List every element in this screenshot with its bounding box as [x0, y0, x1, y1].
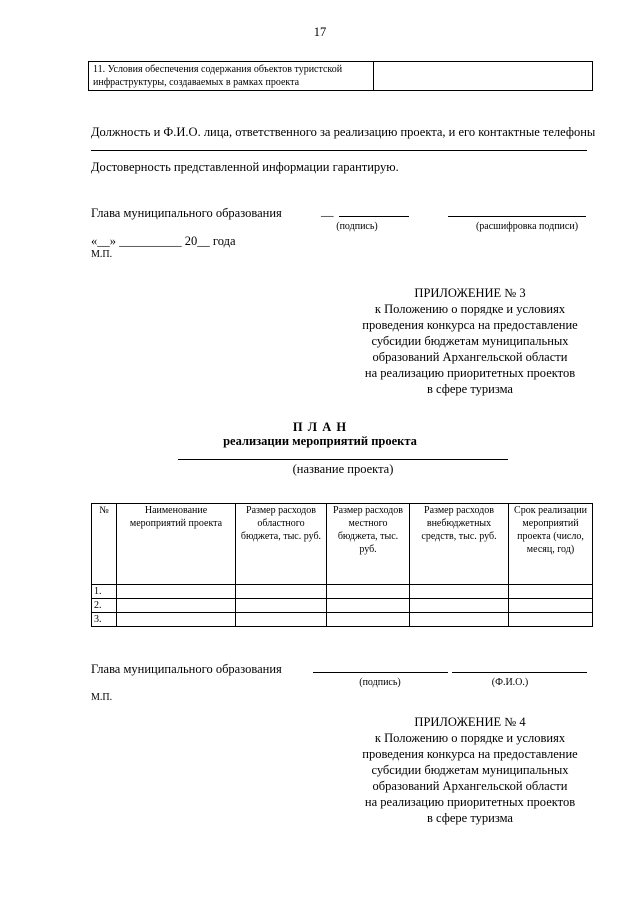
table-header-row [92, 504, 593, 585]
table-row [92, 599, 593, 613]
header-cell-activity: Наименование мероприятий проекта [117, 504, 236, 585]
row-label-cell: 11. Условия обеспечения содержания объектов туристской инфраструктуры, создаваемых в рамках проекта [89, 62, 374, 91]
header-cell-local-budget: Размер расходов местного бюджета, тыс. руб. [327, 504, 410, 585]
head-of-municipality-label: Глава муниципального образования [91, 206, 282, 220]
table-cell [117, 585, 236, 599]
plan-table [91, 503, 593, 627]
appendix-3-line: субсидии бюджетам муниципальных [371, 334, 569, 348]
reliability-statement: Достоверность представленной информации гарантирую. [91, 160, 399, 174]
table-cell [327, 585, 410, 599]
project-info-table [88, 61, 593, 91]
stamp-place: М.П. [91, 249, 113, 260]
table-cell [236, 599, 327, 613]
table-row [92, 613, 593, 627]
name-line [452, 672, 587, 673]
table-cell [410, 599, 509, 613]
appendix-4-line: образований Архангельской области [372, 779, 568, 793]
appendix-3-line: образований Архангельской области [372, 350, 568, 364]
plan-subtitle: реализации мероприятий проекта [223, 434, 417, 448]
plan-title: П Л А Н [292, 420, 348, 434]
appendix-4-line: в сфере туризма [427, 811, 513, 825]
responsible-underline [91, 150, 587, 151]
signature-line [339, 216, 409, 217]
appendix-4-block [350, 714, 590, 826]
responsible-person-label: Должность и Ф.И.О. лица, ответственного за реализацию проекта, и его контактные телефоны [91, 125, 596, 139]
head-of-municipality-label-2: Глава муниципального образования [91, 662, 282, 676]
appendix-3-block [350, 285, 590, 397]
table-cell [509, 613, 593, 627]
table-cell [117, 613, 236, 627]
appendix-3-title: ПРИЛОЖЕНИЕ № 3 [414, 286, 526, 300]
table-cell [509, 599, 593, 613]
appendix-4-line: субсидии бюджетам муниципальных [371, 763, 569, 777]
appendix-4-line: к Положению о порядке и условиях [374, 731, 566, 745]
signature-caption: (подпись) [336, 221, 378, 232]
appendix-4-line: на реализацию приоритетных проектов [364, 795, 576, 809]
signature-line-2 [313, 672, 448, 673]
table-cell [410, 585, 509, 599]
table-cell [236, 585, 327, 599]
header-cell-regional-budget: Размер расходов областного бюджета, тыс. руб. [236, 504, 327, 585]
appendix-3-line: проведения конкурса на предоставление [362, 318, 578, 332]
header-cell-extrabudgetary: Размер расходов внебюджетных средств, тыс. руб. [410, 504, 509, 585]
name-caption: (Ф.И.О.) [491, 677, 529, 688]
appendix-3-line: в сфере туризма [427, 382, 513, 396]
date-line: «__» __________ 20__ года [91, 234, 236, 248]
appendix-3-line: к Положению о порядке и условиях [374, 302, 566, 316]
decoding-line [448, 216, 586, 217]
table-row [92, 585, 593, 599]
table-cell [236, 613, 327, 627]
table-cell [509, 585, 593, 599]
appendix-3-line: на реализацию приоритетных проектов [364, 366, 576, 380]
table-cell [117, 599, 236, 613]
header-cell-deadline: Срок реализации мероприятий проекта (число, месяц, год) [509, 504, 593, 585]
signature-caption-2: (подпись) [359, 677, 401, 688]
row-number: 3. [92, 613, 117, 627]
page-number: 17 [313, 25, 327, 39]
table-cell [327, 613, 410, 627]
table-cell [410, 613, 509, 627]
stamp-place-2: М.П. [91, 692, 113, 703]
project-name-line [178, 459, 508, 460]
row-number: 2. [92, 599, 117, 613]
table-cell [327, 599, 410, 613]
project-name-caption: (название проекта) [292, 462, 394, 476]
row-number: 1. [92, 585, 117, 599]
header-cell-number: № [92, 504, 117, 585]
row-value-cell [374, 62, 593, 91]
table-row [89, 62, 593, 91]
appendix-4-title: ПРИЛОЖЕНИЕ № 4 [414, 715, 526, 729]
appendix-4-line: проведения конкурса на предоставление [362, 747, 578, 761]
signature-dash: __ [321, 204, 334, 218]
decoding-caption: (расшифровка подписи) [475, 221, 579, 232]
